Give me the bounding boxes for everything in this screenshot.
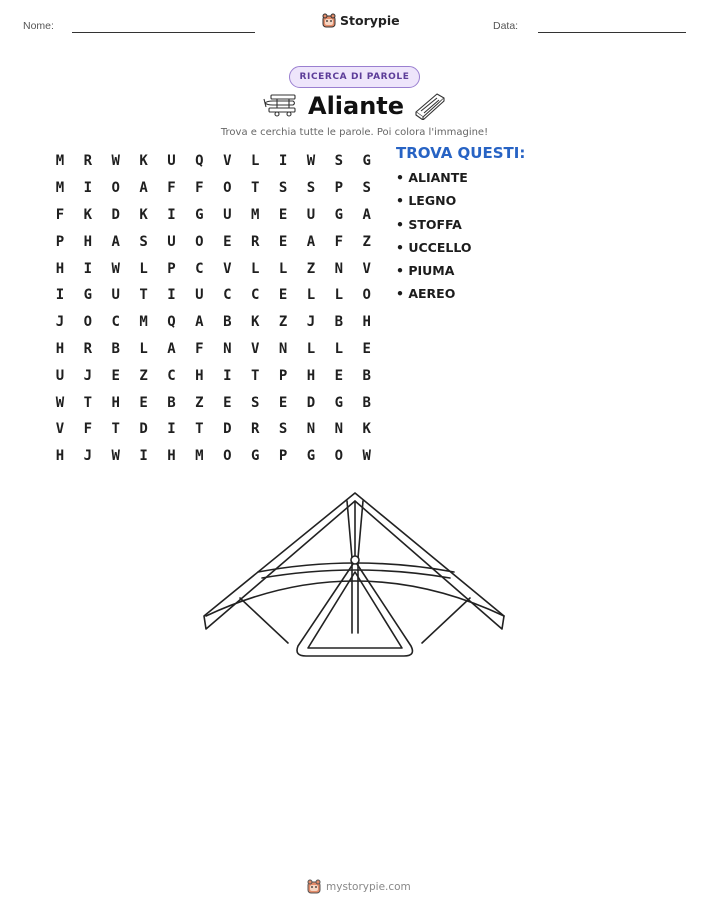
grid-row xyxy=(46,175,381,202)
grid-letter[interactable]: N xyxy=(223,340,232,357)
storypie-logo-icon xyxy=(322,13,336,28)
grid-letter[interactable]: A xyxy=(111,233,120,250)
storypie-logo-icon xyxy=(307,879,321,894)
grid-letter[interactable]: D xyxy=(306,394,316,411)
grid-letter[interactable]: P xyxy=(55,233,65,250)
grid-letter[interactable]: F xyxy=(195,180,204,197)
grid-letter[interactable]: S xyxy=(278,180,288,197)
grid-letter[interactable]: E xyxy=(278,206,288,223)
grid-letter[interactable]: H xyxy=(55,260,65,277)
grid-letter[interactable]: I xyxy=(55,287,65,304)
grid-letter[interactable]: L xyxy=(250,260,260,277)
grid-letter[interactable]: K xyxy=(362,421,371,438)
word-list-item: • PIUMA xyxy=(396,263,455,279)
page-title: Aliante xyxy=(308,92,405,120)
grid-letter[interactable]: Z xyxy=(195,394,204,411)
grid-letter[interactable]: Z xyxy=(306,260,316,277)
grid-letter[interactable]: N xyxy=(334,260,344,277)
grid-letter[interactable]: R xyxy=(250,233,260,250)
grid-letter[interactable]: W xyxy=(306,153,316,170)
grid-letter[interactable]: L xyxy=(306,287,316,304)
grid-letter[interactable]: N xyxy=(278,340,288,357)
grid-letter[interactable]: S xyxy=(278,421,288,438)
grid-letter[interactable]: O xyxy=(195,233,204,250)
brand-name: Storypie xyxy=(340,13,400,28)
word-search-grid[interactable] xyxy=(46,148,381,470)
grid-letter[interactable]: U xyxy=(55,367,65,384)
grid-letter[interactable]: A xyxy=(362,206,371,223)
grid-letter[interactable]: J xyxy=(306,314,316,331)
grid-letter[interactable]: P xyxy=(278,448,288,465)
grid-letter[interactable]: E xyxy=(278,394,288,411)
grid-letter[interactable]: U xyxy=(111,287,120,304)
grid-row xyxy=(46,443,381,470)
grid-letter[interactable]: V xyxy=(250,340,260,357)
grid-row xyxy=(46,389,381,416)
grid-letter[interactable]: L xyxy=(278,260,288,277)
name-label: Nome: xyxy=(23,20,54,32)
grid-letter[interactable]: L xyxy=(334,340,344,357)
grid-letter[interactable]: H xyxy=(55,340,65,357)
grid-letter[interactable]: M xyxy=(250,206,260,223)
grid-row xyxy=(46,228,381,255)
grid-letter[interactable]: E xyxy=(278,287,288,304)
grid-row xyxy=(46,309,381,336)
grid-letter[interactable]: T xyxy=(250,367,260,384)
word-list-item: • STOFFA xyxy=(396,216,462,232)
grid-letter[interactable]: S xyxy=(334,153,344,170)
grid-letter[interactable]: T xyxy=(250,180,260,197)
grid-letter[interactable]: F xyxy=(83,421,93,438)
date-line[interactable] xyxy=(538,32,686,33)
grid-letter[interactable]: I xyxy=(167,206,176,223)
grid-letter[interactable]: A xyxy=(167,340,176,357)
grid-letter[interactable]: J xyxy=(55,314,65,331)
grid-letter[interactable]: G xyxy=(83,287,93,304)
grid-letter[interactable]: E xyxy=(334,367,344,384)
word-list-title: TROVA QUESTI: xyxy=(396,144,526,162)
grid-row xyxy=(46,202,381,229)
grid-letter[interactable]: P xyxy=(334,180,344,197)
grid-letter[interactable]: S xyxy=(306,180,316,197)
grid-letter[interactable]: W xyxy=(362,448,371,465)
grid-letter[interactable]: O xyxy=(362,287,371,304)
grid-letter[interactable]: O xyxy=(111,180,120,197)
grid-letter[interactable]: C xyxy=(250,287,260,304)
airplane-icon xyxy=(263,93,297,117)
grid-letter[interactable]: U xyxy=(167,233,176,250)
grid-row xyxy=(46,416,381,443)
grid-letter[interactable]: I xyxy=(223,367,232,384)
grid-letter[interactable]: U xyxy=(306,206,316,223)
grid-letter[interactable]: M xyxy=(195,448,204,465)
grid-letter[interactable]: L xyxy=(334,287,344,304)
grid-letter[interactable]: E xyxy=(223,233,232,250)
grid-letter[interactable]: V xyxy=(223,153,232,170)
grid-letter[interactable]: U xyxy=(167,153,176,170)
word-list xyxy=(396,170,472,310)
grid-letter[interactable]: V xyxy=(362,260,371,277)
grid-letter[interactable]: V xyxy=(223,260,232,277)
grid-letter[interactable]: A xyxy=(139,180,148,197)
grid-letter[interactable]: R xyxy=(83,153,93,170)
grid-letter[interactable]: P xyxy=(167,260,176,277)
brand xyxy=(322,13,400,28)
grid-letter[interactable]: L xyxy=(250,153,260,170)
grid-letter[interactable]: H xyxy=(167,448,176,465)
grid-letter[interactable]: M xyxy=(55,180,65,197)
grid-letter[interactable]: I xyxy=(278,153,288,170)
grid-letter[interactable]: A xyxy=(195,314,204,331)
grid-letter[interactable]: S xyxy=(139,233,148,250)
grid-letter[interactable]: D xyxy=(223,421,232,438)
grid-letter[interactable]: E xyxy=(362,340,371,357)
grid-letter[interactable]: N xyxy=(334,421,344,438)
grid-letter[interactable]: M xyxy=(55,153,65,170)
grid-letter[interactable]: H xyxy=(362,314,371,331)
grid-letter[interactable]: G xyxy=(362,153,371,170)
grid-letter[interactable]: C xyxy=(195,260,204,277)
grid-letter[interactable]: E xyxy=(111,367,120,384)
grid-letter[interactable]: U xyxy=(195,287,204,304)
hang-glider-illustration xyxy=(198,488,510,664)
grid-letter[interactable]: C xyxy=(223,287,232,304)
grid-letter[interactable]: T xyxy=(83,394,93,411)
grid-letter[interactable]: F xyxy=(334,233,344,250)
grid-letter[interactable]: Q xyxy=(167,314,176,331)
grid-letter[interactable]: C xyxy=(111,314,120,331)
grid-letter[interactable]: Z xyxy=(362,233,371,250)
grid-row xyxy=(46,362,381,389)
grid-letter[interactable]: B xyxy=(362,367,371,384)
grid-letter[interactable]: O xyxy=(223,448,232,465)
grid-letter[interactable]: H xyxy=(306,367,316,384)
name-line[interactable] xyxy=(72,32,255,33)
grid-row xyxy=(46,148,381,175)
grid-letter[interactable]: T xyxy=(111,421,120,438)
grid-letter[interactable]: F xyxy=(55,206,65,223)
grid-letter[interactable]: G xyxy=(334,394,344,411)
grid-letter[interactable]: K xyxy=(250,314,260,331)
grid-letter[interactable]: W xyxy=(111,448,120,465)
grid-letter[interactable]: P xyxy=(278,367,288,384)
grid-letter[interactable]: I xyxy=(167,287,176,304)
date-label: Data: xyxy=(493,20,519,32)
grid-letter[interactable]: L xyxy=(139,340,148,357)
grid-letter[interactable]: I xyxy=(167,421,176,438)
grid-letter[interactable]: R xyxy=(83,340,93,357)
grid-letter[interactable]: K xyxy=(139,206,148,223)
word-list-item: • ALIANTE xyxy=(396,170,468,185)
grid-letter[interactable]: T xyxy=(195,421,204,438)
word-list-item: • UCCELLO xyxy=(396,239,472,255)
grid-letter[interactable]: W xyxy=(55,394,65,411)
grid-letter[interactable]: D xyxy=(111,206,120,223)
grid-letter[interactable]: W xyxy=(111,260,120,277)
grid-letter[interactable]: Z xyxy=(278,314,288,331)
grid-letter[interactable]: B xyxy=(111,340,120,357)
grid-letter[interactable]: S xyxy=(250,394,260,411)
wood-plank-icon xyxy=(413,90,447,120)
grid-letter[interactable]: G xyxy=(334,206,344,223)
grid-letter[interactable]: Q xyxy=(195,153,204,170)
grid-letter[interactable]: L xyxy=(306,340,316,357)
grid-letter[interactable]: Z xyxy=(139,367,148,384)
word-list-item: • LEGNO xyxy=(396,193,457,209)
grid-letter[interactable]: W xyxy=(111,153,120,170)
grid-letter[interactable]: O xyxy=(83,314,93,331)
grid-letter[interactable]: G xyxy=(250,448,260,465)
grid-letter[interactable]: B xyxy=(223,314,232,331)
grid-letter[interactable]: U xyxy=(223,206,232,223)
grid-letter[interactable]: I xyxy=(83,260,93,277)
grid-letter[interactable]: L xyxy=(139,260,148,277)
grid-letter[interactable]: M xyxy=(139,314,148,331)
grid-letter[interactable]: C xyxy=(167,367,176,384)
grid-letter[interactable]: G xyxy=(195,206,204,223)
grid-letter[interactable]: J xyxy=(83,367,93,384)
grid-row xyxy=(46,336,381,363)
footer-url[interactable]: mystorypie.com xyxy=(326,880,411,893)
grid-letter[interactable]: O xyxy=(223,180,232,197)
grid-letter[interactable]: R xyxy=(250,421,260,438)
grid-letter[interactable]: S xyxy=(362,180,371,197)
grid-letter[interactable]: D xyxy=(139,421,148,438)
grid-letter[interactable]: H xyxy=(55,448,65,465)
grid-letter[interactable]: E xyxy=(223,394,232,411)
grid-letter[interactable]: K xyxy=(139,153,148,170)
grid-letter[interactable]: I xyxy=(139,448,148,465)
grid-letter[interactable]: E xyxy=(278,233,288,250)
grid-letter[interactable]: H xyxy=(195,367,204,384)
grid-row xyxy=(46,282,381,309)
grid-letter[interactable]: E xyxy=(139,394,148,411)
grid-letter[interactable]: B xyxy=(334,314,344,331)
grid-letter[interactable]: O xyxy=(334,448,344,465)
grid-letter[interactable]: B xyxy=(167,394,176,411)
grid-letter[interactable]: J xyxy=(83,448,93,465)
grid-letter[interactable]: A xyxy=(306,233,316,250)
grid-row xyxy=(46,255,381,282)
grid-letter[interactable]: F xyxy=(167,180,176,197)
activity-badge: RICERCA DI PAROLE xyxy=(289,66,420,88)
grid-letter[interactable]: H xyxy=(111,394,120,411)
grid-letter[interactable]: I xyxy=(83,180,93,197)
instructions: Trova e cerchia tutte le parole. Poi colora l'immagine! xyxy=(220,127,489,138)
grid-letter[interactable]: G xyxy=(306,448,316,465)
grid-letter[interactable]: T xyxy=(139,287,148,304)
grid-letter[interactable]: H xyxy=(83,233,93,250)
grid-letter[interactable]: K xyxy=(83,206,93,223)
grid-letter[interactable]: V xyxy=(55,421,65,438)
grid-letter[interactable]: F xyxy=(195,340,204,357)
grid-letter[interactable]: B xyxy=(362,394,371,411)
grid-letter[interactable]: N xyxy=(306,421,316,438)
word-list-item: • AEREO xyxy=(396,286,456,302)
footer xyxy=(307,879,411,894)
